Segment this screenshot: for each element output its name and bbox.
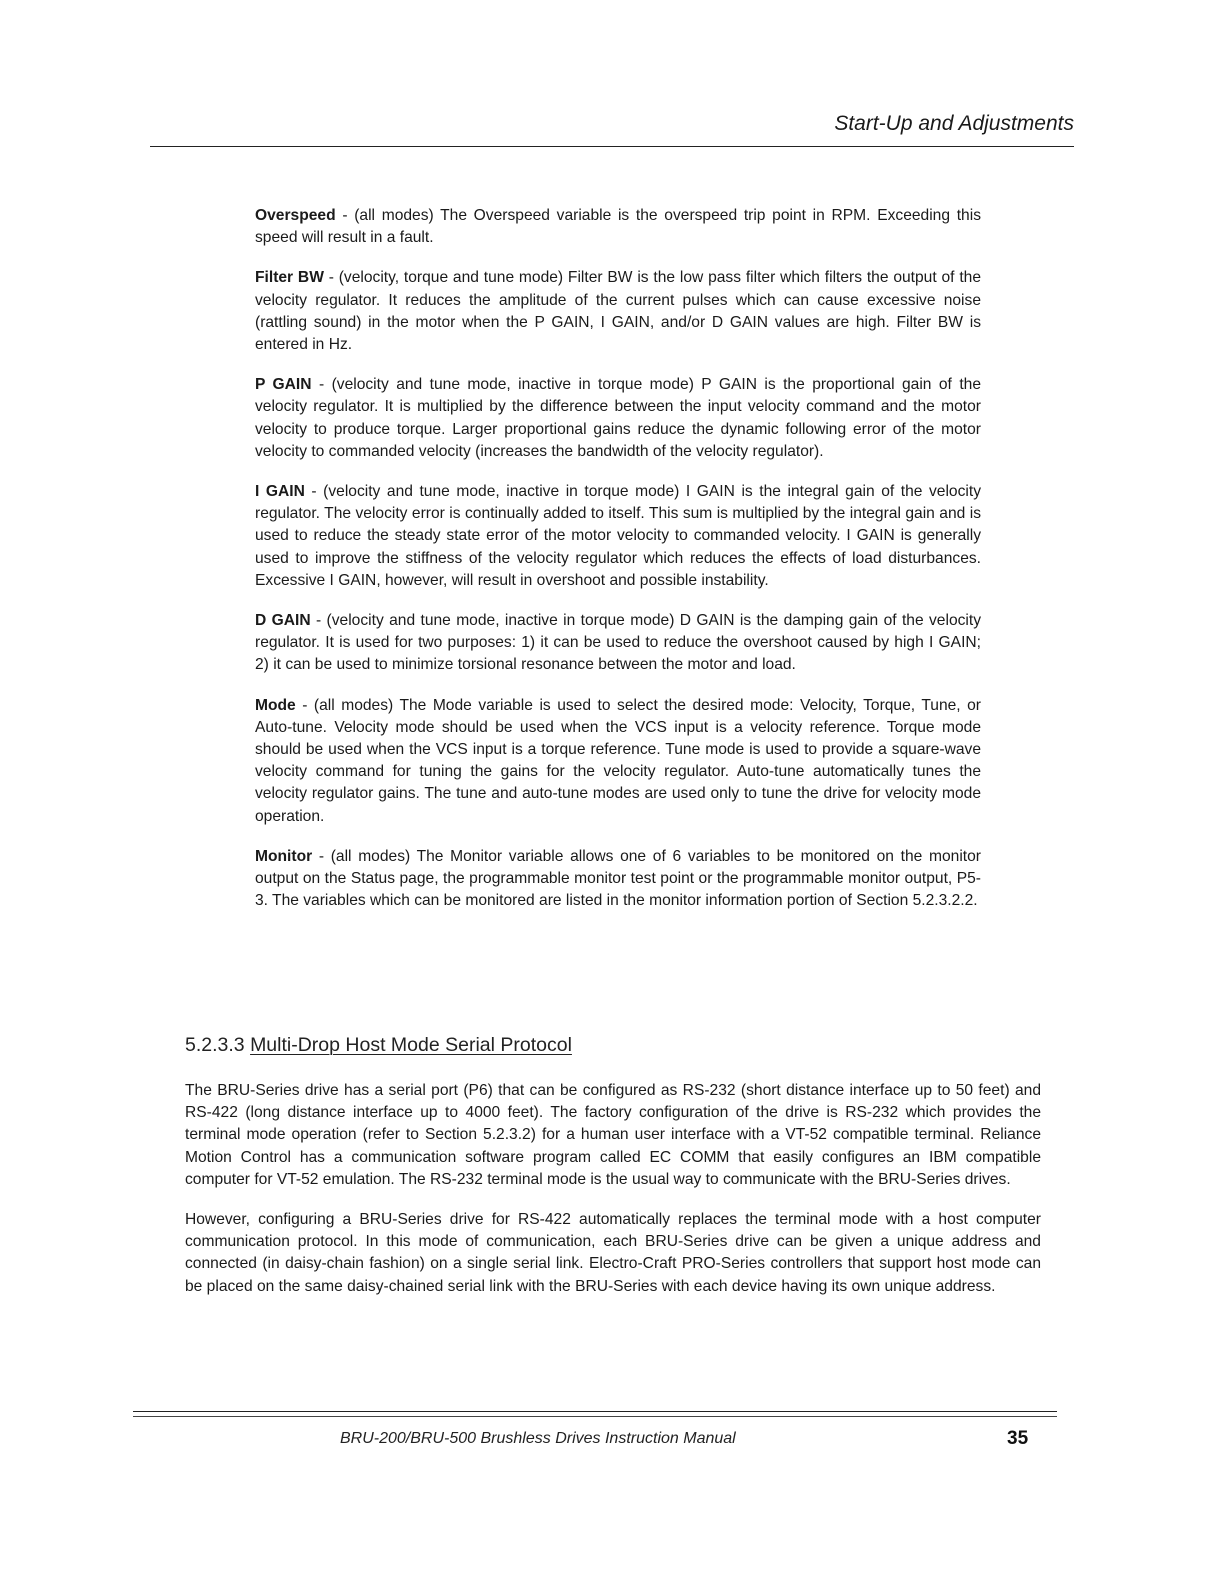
header-rule [150,146,1074,147]
definition-term: D GAIN [255,612,311,630]
definition-term: Overspeed [255,207,336,224]
definition-mode [255,695,981,828]
body-paragraph: However, configuring a BRU-Series drive for RS-422 automatically replaces the terminal mode with a host computer communication protocol. In this mode of communication, each BRU-Series drive can be given a unique address and connected (in daisy-chain fashion) on a single serial link. Electro-Craft PRO-Series controllers that support host mode can be placed on the same daisy-chained serial link with the BRU-Series with each device having its own unique address. [185,1211,1041,1295]
definition-text: - (velocity and tune mode, inactive in torque mode) P GAIN is the proportional gain of the velocity regulator. It is multiplied by the difference between the input velocity command and the motor velocity to produce torque. Larger proportional gains reduce the dynamic following error of the motor velocity to commanded velocity (increases the bandwidth of the velocity regulator). [255,376,981,460]
footer-rule [133,1411,1057,1412]
section-number: 5.2.3.3 [185,1034,245,1056]
section-body [185,1080,1041,1316]
section-heading [185,1034,572,1057]
footer-rule [133,1416,1057,1417]
body-paragraph: The BRU-Series drive has a serial port (P6) that can be configured as RS-232 (short distance interface up to 50 feet) and RS-422 (long distance interface up to 4000 feet). The factory configuration of the drive is RS-232 which provides the terminal mode operation (refer to Section 5.2.3.2) for a human user interface with a VT-52 compatible terminal. Reliance Motion Control has a communication software program called EC COMM that easily configures an IBM compatible computer for VT-52 emulation. The RS-232 terminal mode is the usual way to communicate with the BRU-Series drives. [185,1082,1041,1188]
definition-term: Filter BW [255,269,324,287]
definition-monitor [255,846,981,913]
definition-term: I GAIN [255,483,305,501]
page-header-title: Start-Up and Adjustments [834,112,1074,135]
definition-text: - (all modes) The Overspeed variable is the overspeed trip point in RPM. Exceeding this speed will result in a fault. [255,207,981,247]
definition-filter-bw [255,267,981,356]
definition-term: Mode [255,696,296,714]
definition-text: - (velocity, torque and tune mode) Filter BW is the low pass filter which filters the output of the velocity regulator. It reduces the amplitude of the current pulses which can cause excessive noise (rattling sound) in the motor when the P GAIN, I GAIN, and/or D GAIN values are high. Filter BW is entered in Hz. [255,269,981,354]
section-title: Multi-Drop Host Mode Serial Protocol [250,1034,572,1056]
definition-text: - (velocity and tune mode, inactive in torque mode) D GAIN is the damping gain of the velocity regulator. It is used for two purposes: 1) it can be used to reduce the overshoot caused by high I GAIN; 2) it can be used to minimize torsional resonance between the motor and load. [255,612,982,674]
definition-text: - (velocity and tune mode, inactive in torque mode) I GAIN is the integral gain of the velocity regulator. The velocity error is continually added to itself. This sum is multiplied by the integral gain and is used to reduce the steady state error of the motor velocity to commanded velocity. I GAIN is generally used to improve the stiffness of the velocity regulator which reduces the effects of load disturbances. Excessive I GAIN, however, will result in overshoot and possible instability. [255,483,981,589]
footer-manual-title: BRU-200/BRU-500 Brushless Drives Instruction Manual [340,1430,736,1447]
definition-overspeed [255,205,981,249]
definition-d-gain [255,610,981,677]
definition-term: Monitor [255,847,313,865]
definition-term: P GAIN [255,376,312,394]
definition-text: - (all modes) The Mode variable is used to select the desired mode: Velocity, Torque, Tune, or Auto-tune. Velocity mode should be used when the VCS input is a velocity reference. Torque mode should be used when the VCS input is a torque reference. Tune mode is used to provide a square-wave velocity command for tuning the gains for the velocity regulator. Auto-tune automatically tunes the velocity regulator gains. The tune and auto-tune modes are used only to tune the drive for velocity mode operation. [255,696,981,825]
definition-i-gain [255,481,981,592]
definition-text: - (all modes) The Monitor variable allows one of 6 variables to be monitored on the monitor output on the Status page, the programmable monitor test point or the programmable monitor output, P5-3. The variables which can be monitored are listed in the monitor information portion of Section 5.2.3.2.2. [255,847,981,910]
page-number: 35 [1007,1428,1029,1449]
variable-definitions [255,205,981,930]
definition-p-gain [255,374,981,463]
